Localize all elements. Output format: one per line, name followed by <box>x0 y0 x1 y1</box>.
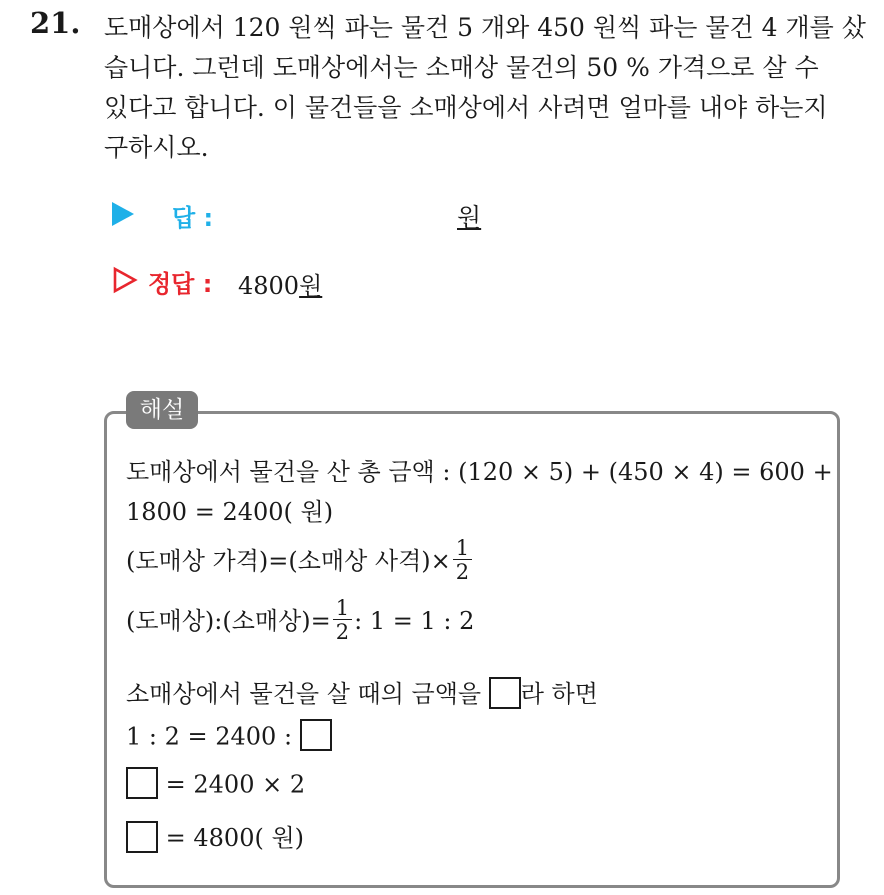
explanation-line-3-text: (도매상 가격)=(소매상 사격)× <box>126 547 451 575</box>
correct-answer-unit: 원 <box>299 272 323 300</box>
answer-label: 답 : <box>172 204 214 232</box>
blank-box <box>489 677 521 709</box>
explanation-line-6 <box>126 722 332 754</box>
explanation-line-5-tail: 라 하면 <box>520 680 598 708</box>
question-text-line-4: 구하시오. <box>104 133 209 162</box>
explanation-line-6-text: 1 : 2 = 2400 : <box>126 722 293 751</box>
fraction-numerator: 1 <box>333 598 352 620</box>
correct-answer-value-group <box>238 266 322 301</box>
fraction-denominator: 2 <box>335 620 350 644</box>
explanation-line-7 <box>126 770 305 802</box>
explanation-line-7-text: = 2400 × 2 <box>165 770 306 799</box>
question-number: 21. <box>30 6 81 40</box>
blank-box <box>300 719 332 751</box>
correct-answer-label: 정답 : <box>148 270 213 298</box>
fraction-numerator: 1 <box>453 538 472 560</box>
explanation-line-5 <box>126 674 598 712</box>
explanation-line-3 <box>126 536 474 585</box>
question-text-line-3: 있다고 합니다. 이 물건들을 소매상에서 사려면 얼마를 내야 하는지 <box>104 93 828 122</box>
blank-box <box>126 767 158 799</box>
explanation-line-4-ratio: : 1 = 1 : 2 <box>354 607 475 635</box>
outline-triangle-icon <box>112 266 138 294</box>
explanation-line-8 <box>126 818 304 856</box>
explanation-line-4 <box>126 596 475 645</box>
blank-box <box>126 821 158 853</box>
explanation-line-8-text: = 4800( 원) <box>165 824 304 852</box>
fraction-denominator: 2 <box>455 560 470 584</box>
explanation-line-4-text: (도매상):(소매상)= <box>126 607 331 635</box>
explanation-line-2: 1800 = 2400( 원) <box>126 498 334 526</box>
question-text-line-1: 도매상에서 120 원씩 파는 물건 5 개와 450 원씩 파는 물건 4 개를 샀 <box>104 13 866 42</box>
explanation-line-5-text: 소매상에서 물건을 살 때의 금액을 <box>126 680 482 708</box>
play-triangle-icon <box>112 202 134 226</box>
fraction <box>333 598 352 643</box>
correct-answer-value: 4800 <box>238 272 300 300</box>
question-text-line-2: 습니다. 그런데 도매상에서는 소매상 물건의 50 % 가격으로 살 수 <box>104 53 819 82</box>
fraction <box>453 538 472 583</box>
explanation-tag: 해설 <box>126 391 198 429</box>
answer-unit: 원 <box>457 203 482 232</box>
explanation-line-1: 도매상에서 물건을 산 총 금액 : (120 × 5) + (450 × 4) = 600 + <box>126 458 833 486</box>
